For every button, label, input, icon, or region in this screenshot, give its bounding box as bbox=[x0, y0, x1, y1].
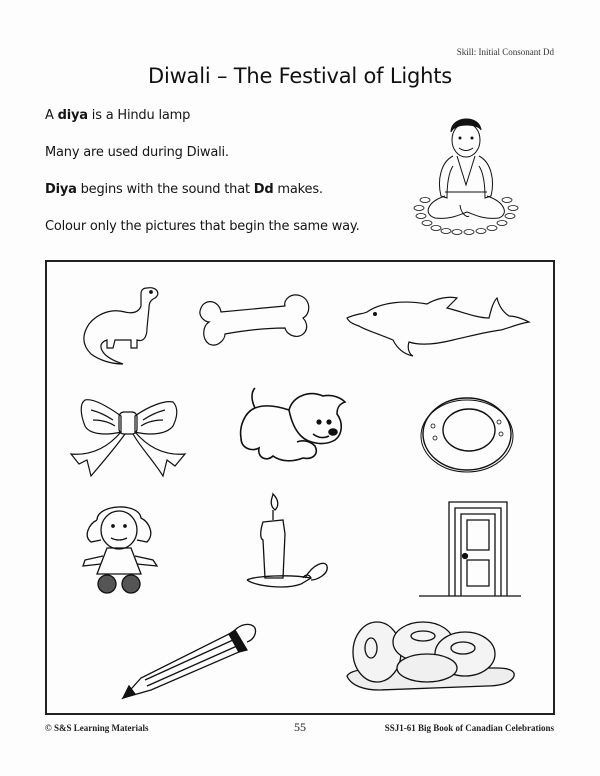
dish-picture[interactable] bbox=[419, 394, 515, 474]
footer-book-title: SSJ1-61 Big Book of Canadian Celebrations bbox=[384, 723, 554, 733]
instruction-line-3: Diya begins with the sound that Dd makes. bbox=[45, 182, 323, 197]
instruction-line-4: Colour only the pictures that begin the same way. bbox=[45, 219, 360, 234]
boy-with-diyas-illustration bbox=[405, 110, 530, 240]
instruction-line-1: A diya is a Hindu lamp bbox=[45, 108, 191, 123]
donuts-picture[interactable] bbox=[347, 612, 517, 704]
bone-picture[interactable] bbox=[197, 292, 313, 352]
skill-label: Skill: Initial Consonant Dd bbox=[456, 47, 554, 57]
bow-picture[interactable] bbox=[69, 396, 187, 478]
dog-picture[interactable] bbox=[237, 386, 353, 470]
dinosaur-picture[interactable] bbox=[77, 284, 167, 366]
pencil-picture[interactable] bbox=[121, 620, 257, 700]
page-number: 55 bbox=[294, 720, 306, 734]
candle-picture[interactable] bbox=[245, 494, 329, 592]
picture-box bbox=[45, 260, 555, 715]
dolphin-picture[interactable] bbox=[345, 290, 530, 360]
page-title: Diwali – The Festival of Lights bbox=[147, 64, 453, 88]
instruction-line-2: Many are used during Diwali. bbox=[45, 145, 229, 160]
door-picture[interactable] bbox=[419, 500, 521, 598]
doll-picture[interactable] bbox=[79, 500, 161, 596]
footer-copyright: © S&S Learning Materials bbox=[45, 723, 149, 733]
